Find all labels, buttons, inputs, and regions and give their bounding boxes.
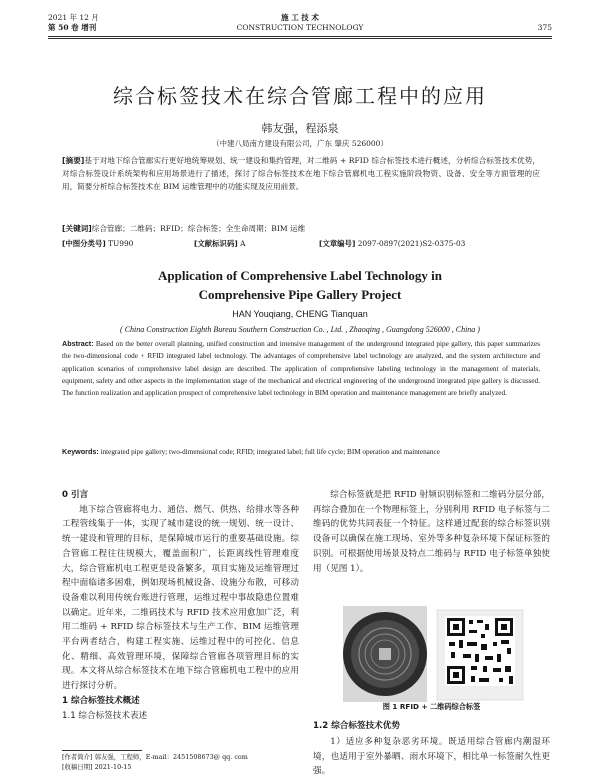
page-number: 375 [537,23,552,32]
section-1-1-title: 1.1 综合标签技术表述 [62,710,148,721]
article-no-label: [文章编号] [319,239,356,248]
abstract-cn-text: 基于对地下综合管廊实行更好地统筹规划、统一建设和集约管理，对二维码 + RFID 综合标签技术进行概述，分析综合标签技术优势，对综合标签设计系统架构和应用场景进行了描述，探讨了综合标签技术在地下综合管廊机电工程实施阶段物资、设备、安全等方面管理的应用，简要分析综合标签技术在 BIM 运维管理中的功能实现及应用前景。 [62,156,540,191]
received-date: [收稿日期] 2021-10-15 [62,763,132,771]
title-en-line1: Application of Comprehensive Label Technology in [158,268,442,283]
author-intro: [作者简介] 韩友强，工程师，E-mail：2451508673@ qq. com [62,753,248,761]
header-journal-cn: 施 工 技 术 [281,13,319,22]
header-date: 2021 年 12 月 [48,13,99,22]
abstract-cn [62,154,540,193]
section-0-title: 0 引言 [62,490,89,500]
header-center [48,13,552,33]
qr-code-label-image [437,610,523,700]
header-volume: 第 50 卷 增刊 [48,23,97,32]
classification-line [62,238,540,249]
right-paragraph-1: 综合标签就是把 RFID 射频识别标签和二维码分层分部，再综合叠加在一个物理标签上，分别利用 RFID 电子标签与二维码的优势共同表征一个特征。这样通过配套的综合标签识别设备可以确保在施工现场、室外等多种复杂环境下保证标签的识别。可根据使用场景及特点二维码与 RFID 电子标签单独使用（见图 1）。 [313,490,550,574]
abstract-en-text: Based on the better overall planning, unified construction and intensive management of the underground integrated pipe gallery, this paper summarizes the two-dimensional code + RFID integrated label technology. The advantages of comprehensive label technology are analyzed, and the system architecture and application scenarios of comprehensive label design are described. The application of comprehensive labeling technology in the management of materials, equipment, safety and other aspects in the implementation stage of the mechanical and electrical engineering of the underground integrated pipe gallery is discussed. The function realization and application prospect of comprehensive label technology in BIM operation and maintenance management are briefly analyzed. [62,340,540,398]
paper-title-en [0,266,600,304]
affiliation-en: ( China Construction Eighth Bureau Southern Construction Co. , Ltd. , Zhaoqing , Guangdong 526000 , China ) [120,325,480,334]
doc-code-value: A [240,239,246,248]
doc-code-label: [文献标识码] [194,239,238,248]
rfid-label-image [343,606,427,702]
clc-label: [中图分类号] [62,239,106,248]
section-1-2-title: 1.2 综合标签技术优势 [313,721,400,731]
keywords-en-text: integrated pipe gallery; two-dimensional code; RFID; integrated label; full life cycle; BIM operation and maintenance [100,448,440,456]
abstract-en-label: Abstract: [62,339,94,348]
figure-1-caption: 图 1 RFID + 二维码综合标签 [382,702,481,711]
header-journal-en: CONSTRUCTION TECHNOLOGY [236,23,364,32]
section-0-paragraph: 地下综合管廊将电力、通信、燃气、供热、给排水等各种工程管线集于一体，实现了城市建设的统一规划、统一设计、统一建设和管理的目标，是保障城市运行的重要基础设施。综合管廊工程往往规模大，覆盖面积广，长距离线性管理难度大，综合管廊机电工程更是设备繁多，项目实施及运维管理过程中面临诸多困难，例如现场机械设备、设施分布散，可移动设备难以利用传统台账进行管理，运维过程中事故隐患位置难以确定。近年来，二维码技术与 RFID 技术应用愈加广泛，利用二维码 + RFID 综合标签技术与生产工作、BIM 运维管理平台两者结合，构建工程实施、运维过程中的可控化、信息化、精细、高效管理环境，保障综合管廊各项管理目标的实现。本文将从综合标签技术在地下综合管廊机电工程中的应用进行探讨分析。 [62,504,299,692]
body-left-column [62,488,299,723]
header-rule [48,36,552,37]
figure-1 [313,598,550,708]
right-paragraph-2 [313,735,550,779]
body-right-column [313,488,550,576]
clc-value: TU990 [108,239,134,248]
authors-en: HAN Youqiang, CHENG Tianquan [232,309,368,319]
keywords-en-label: Keywords: [62,447,99,456]
paper-title-cn: 综合标签技术在综合管廊工程中的应用 [113,84,487,108]
footnote-rule [62,750,142,751]
keywords-cn-label: [关键词] [62,224,92,233]
header-rule-thin [48,38,552,39]
keywords-en [62,446,540,458]
title-en-line2: Comprehensive Pipe Gallery Project [198,287,402,302]
footnote [62,752,299,772]
abstract-en [62,338,540,399]
right-paragraph-2-text: 1）适应多种复杂恶劣环境。既适用综合管廊内潮湿环境，也适用于室外暴晒、雨水环境下，相比单一标签耐久性更强。 [313,737,550,777]
authors-cn: 韩友强，程添泉 [261,122,339,135]
keywords-cn-text: 综合管廊；二维码；RFID；综合标签；全生命周期；BIM 运维 [91,224,306,233]
affiliation-cn: （中建八局南方建设有限公司，广东 肇庆 526000） [212,139,388,148]
keywords-cn [62,222,540,235]
article-no-value: 2097-0897(2021)S2-0375-03 [357,239,466,248]
abstract-cn-label: [摘要] [62,156,85,165]
section-1-title: 1 综合标签技术概述 [62,695,140,706]
